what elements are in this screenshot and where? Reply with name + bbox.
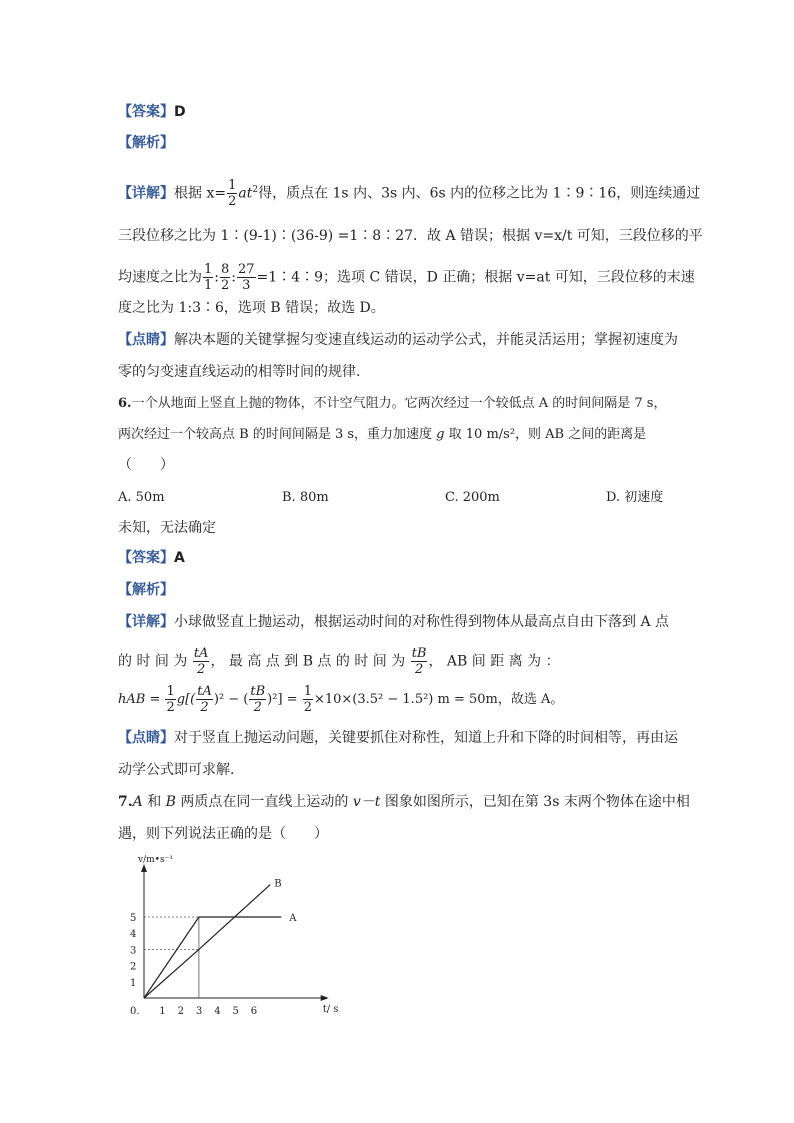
fraction: [249, 684, 266, 715]
q6-stem-line-2: [118, 425, 646, 445]
y-tick-label: 1: [130, 977, 137, 989]
analysis-tag: 【解析】: [118, 582, 174, 598]
q6-stem-line-3: （ ）: [118, 457, 174, 473]
text: g: [436, 427, 445, 442]
vt-chart: [112, 852, 352, 1022]
frac-num: tB: [250, 684, 266, 699]
comment-tag: 【点睛】: [118, 730, 174, 746]
q6-option-a: A. 50m: [118, 490, 165, 505]
frac-den: 2: [414, 662, 424, 677]
q5-analysis-line: [118, 133, 174, 153]
frac-num: 27: [238, 262, 255, 277]
equation-part: g[(: [176, 692, 196, 707]
comment-tag: 【点睛】: [118, 332, 174, 348]
question-number: 7.: [118, 794, 133, 810]
y-tick-label: 5: [130, 913, 137, 924]
text: ， AB 间 距 离 为 ：: [428, 653, 560, 670]
text: v－t: [352, 794, 381, 810]
q6-equation-line: [118, 684, 563, 715]
text: ， 最 高 点 到 B 点 的 时 间 为: [210, 653, 406, 670]
equation-rhs: ×10×(3.5² − 1.5²) m = 50m: [313, 692, 498, 707]
frac-den: 2: [200, 700, 209, 715]
equation-part: )² − (: [213, 692, 249, 707]
fraction-tB-over-2: [411, 646, 428, 677]
text: 的 时 间 为: [118, 653, 188, 670]
series-line-b: [144, 885, 270, 998]
q6-option-d: D. 初速度: [606, 490, 664, 505]
q6-detail-line-1: [118, 612, 669, 632]
text: 两质点在同一直线上运动的: [175, 794, 353, 810]
q5-detail-line-1: 【详解】根据 x= $\frac{1}{2}$ $at^2$得，质点在 1s 内、3s 内、6s 内的位移之比为 1∶9∶16，则连续通过: [118, 178, 701, 209]
text: 图象如图所示，已知在第 3s 末两个物体在途中相: [380, 794, 690, 810]
frac-den: 3: [242, 278, 251, 293]
q7-stem-line-2: 遇，则下列说法正确的是（ ）: [118, 826, 328, 842]
origin-label: 0.: [130, 1006, 140, 1017]
answer-value: A: [174, 550, 185, 566]
frac-num: tB: [411, 646, 427, 661]
q5-detail-line-2: 三段位移之比为 1∶(9-1)∶(36-9) =1∶8∶27．故 A 错误；根据 v=x/t 可知，三段位移的平: [118, 228, 703, 244]
q5-comment-line-2: 零的匀变速直线运动的相等时间的规律.: [118, 364, 361, 380]
fraction: [237, 262, 256, 293]
series-label-a: A: [289, 913, 297, 924]
series-line-a: [144, 917, 281, 998]
text: 对于竖直上抛运动问题，关键要抓住对称性，知道上升和下降的时间相等，再由运: [174, 730, 678, 746]
frac-den: 2: [196, 662, 206, 677]
q6-analysis-line: [118, 580, 174, 600]
text: A: [132, 794, 143, 810]
q6-detail-line-2: [118, 646, 560, 677]
y-axis-label: v/m•s⁻¹: [138, 855, 173, 865]
text: 解决本题的关键掌握匀变速直线运动的运动学公式，并能灵活运用；掌握初速度为: [174, 332, 678, 348]
x-tick-label: 3: [195, 1006, 203, 1017]
y-tick-label: 3: [130, 945, 137, 957]
x-tick-label: 4: [214, 1006, 221, 1017]
q6-option-b: B. 80m: [282, 490, 329, 505]
text: 和: [142, 794, 166, 810]
equation-part: )²] =: [267, 692, 298, 707]
text: 小球做竖直上抛运动，根据运动时间的对称性得到物体从最高点自由下落到 A 点: [174, 614, 670, 630]
text: 得，质点在 1s 内、3s 内、6s 内的位移之比为 1∶9∶16，则连续通过: [258, 185, 701, 202]
text: 一个从地面上竖直上抛的物体，不计空气阻力。它两次经过一个较低点 A 的时间间隔是 7 s，: [131, 396, 667, 411]
q5-answer-line: [118, 102, 186, 122]
fraction: [220, 262, 230, 293]
fraction: [203, 262, 213, 293]
q6-comment-line-2: 动学公式即可求解.: [118, 762, 235, 778]
frac-num: 1: [228, 178, 237, 193]
y-axis-arrow: [141, 864, 147, 872]
equation-lhs: hAB =: [118, 692, 161, 707]
q7-stem-line-1: [118, 792, 690, 812]
x-axis-arrow: [321, 995, 329, 1001]
question-number: 6.: [118, 396, 132, 411]
q6-stem-line-1: [118, 394, 666, 414]
series-label-b: B: [274, 878, 282, 890]
frac-den: 1: [204, 278, 213, 293]
x-tick-label: 2: [177, 1006, 184, 1017]
answer-value: D: [174, 104, 186, 120]
text: ，故选 A。: [497, 692, 564, 707]
q6-answer-line: [118, 548, 185, 568]
fraction-tA-over-2: [193, 646, 210, 677]
q5-comment-line-1: [118, 330, 678, 350]
frac-den: 2: [228, 194, 237, 209]
analysis-tag: 【解析】: [118, 135, 174, 151]
x-tick-label: 5: [232, 1006, 239, 1017]
x-tick-label: 1: [159, 1006, 166, 1017]
text: =1∶4∶9；选项 C 错误，D 正确；根据 v=at 可知，三段位移的末速: [256, 269, 695, 286]
q5-detail-line-3: 均速度之比为 $\frac{1}{1}$ : $\frac{8}{2}$ : $\frac{27}{3}$ =1∶4∶9；选项 C 错误，D 正确；根据 v=at 可知，三段位移的末速: [118, 262, 695, 293]
answer-tag: 【答案】: [118, 550, 174, 566]
frac-num: tA: [197, 684, 212, 699]
fraction: [227, 178, 237, 209]
y-tick-label: 4: [130, 929, 137, 941]
detail-tag: 【详解】: [118, 614, 174, 630]
x-tick-label: 6: [250, 1006, 258, 1017]
q6-option-d-continued: 未知，无法确定: [118, 520, 216, 536]
frac-den: 2: [221, 278, 230, 293]
x-axis-label: t/ s: [322, 1004, 339, 1015]
text: 取 10 m/s²，则 AB 之间的距离是: [444, 427, 647, 442]
text: at: [238, 185, 253, 202]
fraction: [196, 684, 213, 715]
frac-num: 8: [221, 262, 230, 277]
frac-num: tA: [193, 646, 209, 661]
frac-num: 1: [204, 262, 213, 277]
q6-option-c: C. 200m: [445, 490, 500, 505]
q6-comment-line-1: [118, 728, 678, 748]
text: 根据 x=: [174, 185, 227, 202]
text: 均速度之比为: [118, 269, 202, 286]
answer-tag: 【答案】: [118, 104, 174, 120]
q5-detail-line-4: 度之比为 1:3∶6，选项 B 错误；故选 D。: [118, 300, 385, 316]
text: B: [165, 794, 176, 810]
detail-tag: 【详解】: [118, 185, 174, 202]
fraction: $\frac{1}{2}$: [303, 684, 312, 715]
frac-den: 2: [253, 700, 262, 715]
y-tick-label: 2: [130, 961, 137, 973]
fraction: $\frac{1}{2}$: [166, 684, 175, 715]
text: 两次经过一个较高点 B 的时间间隔是 3 s，重力加速度: [118, 427, 437, 442]
